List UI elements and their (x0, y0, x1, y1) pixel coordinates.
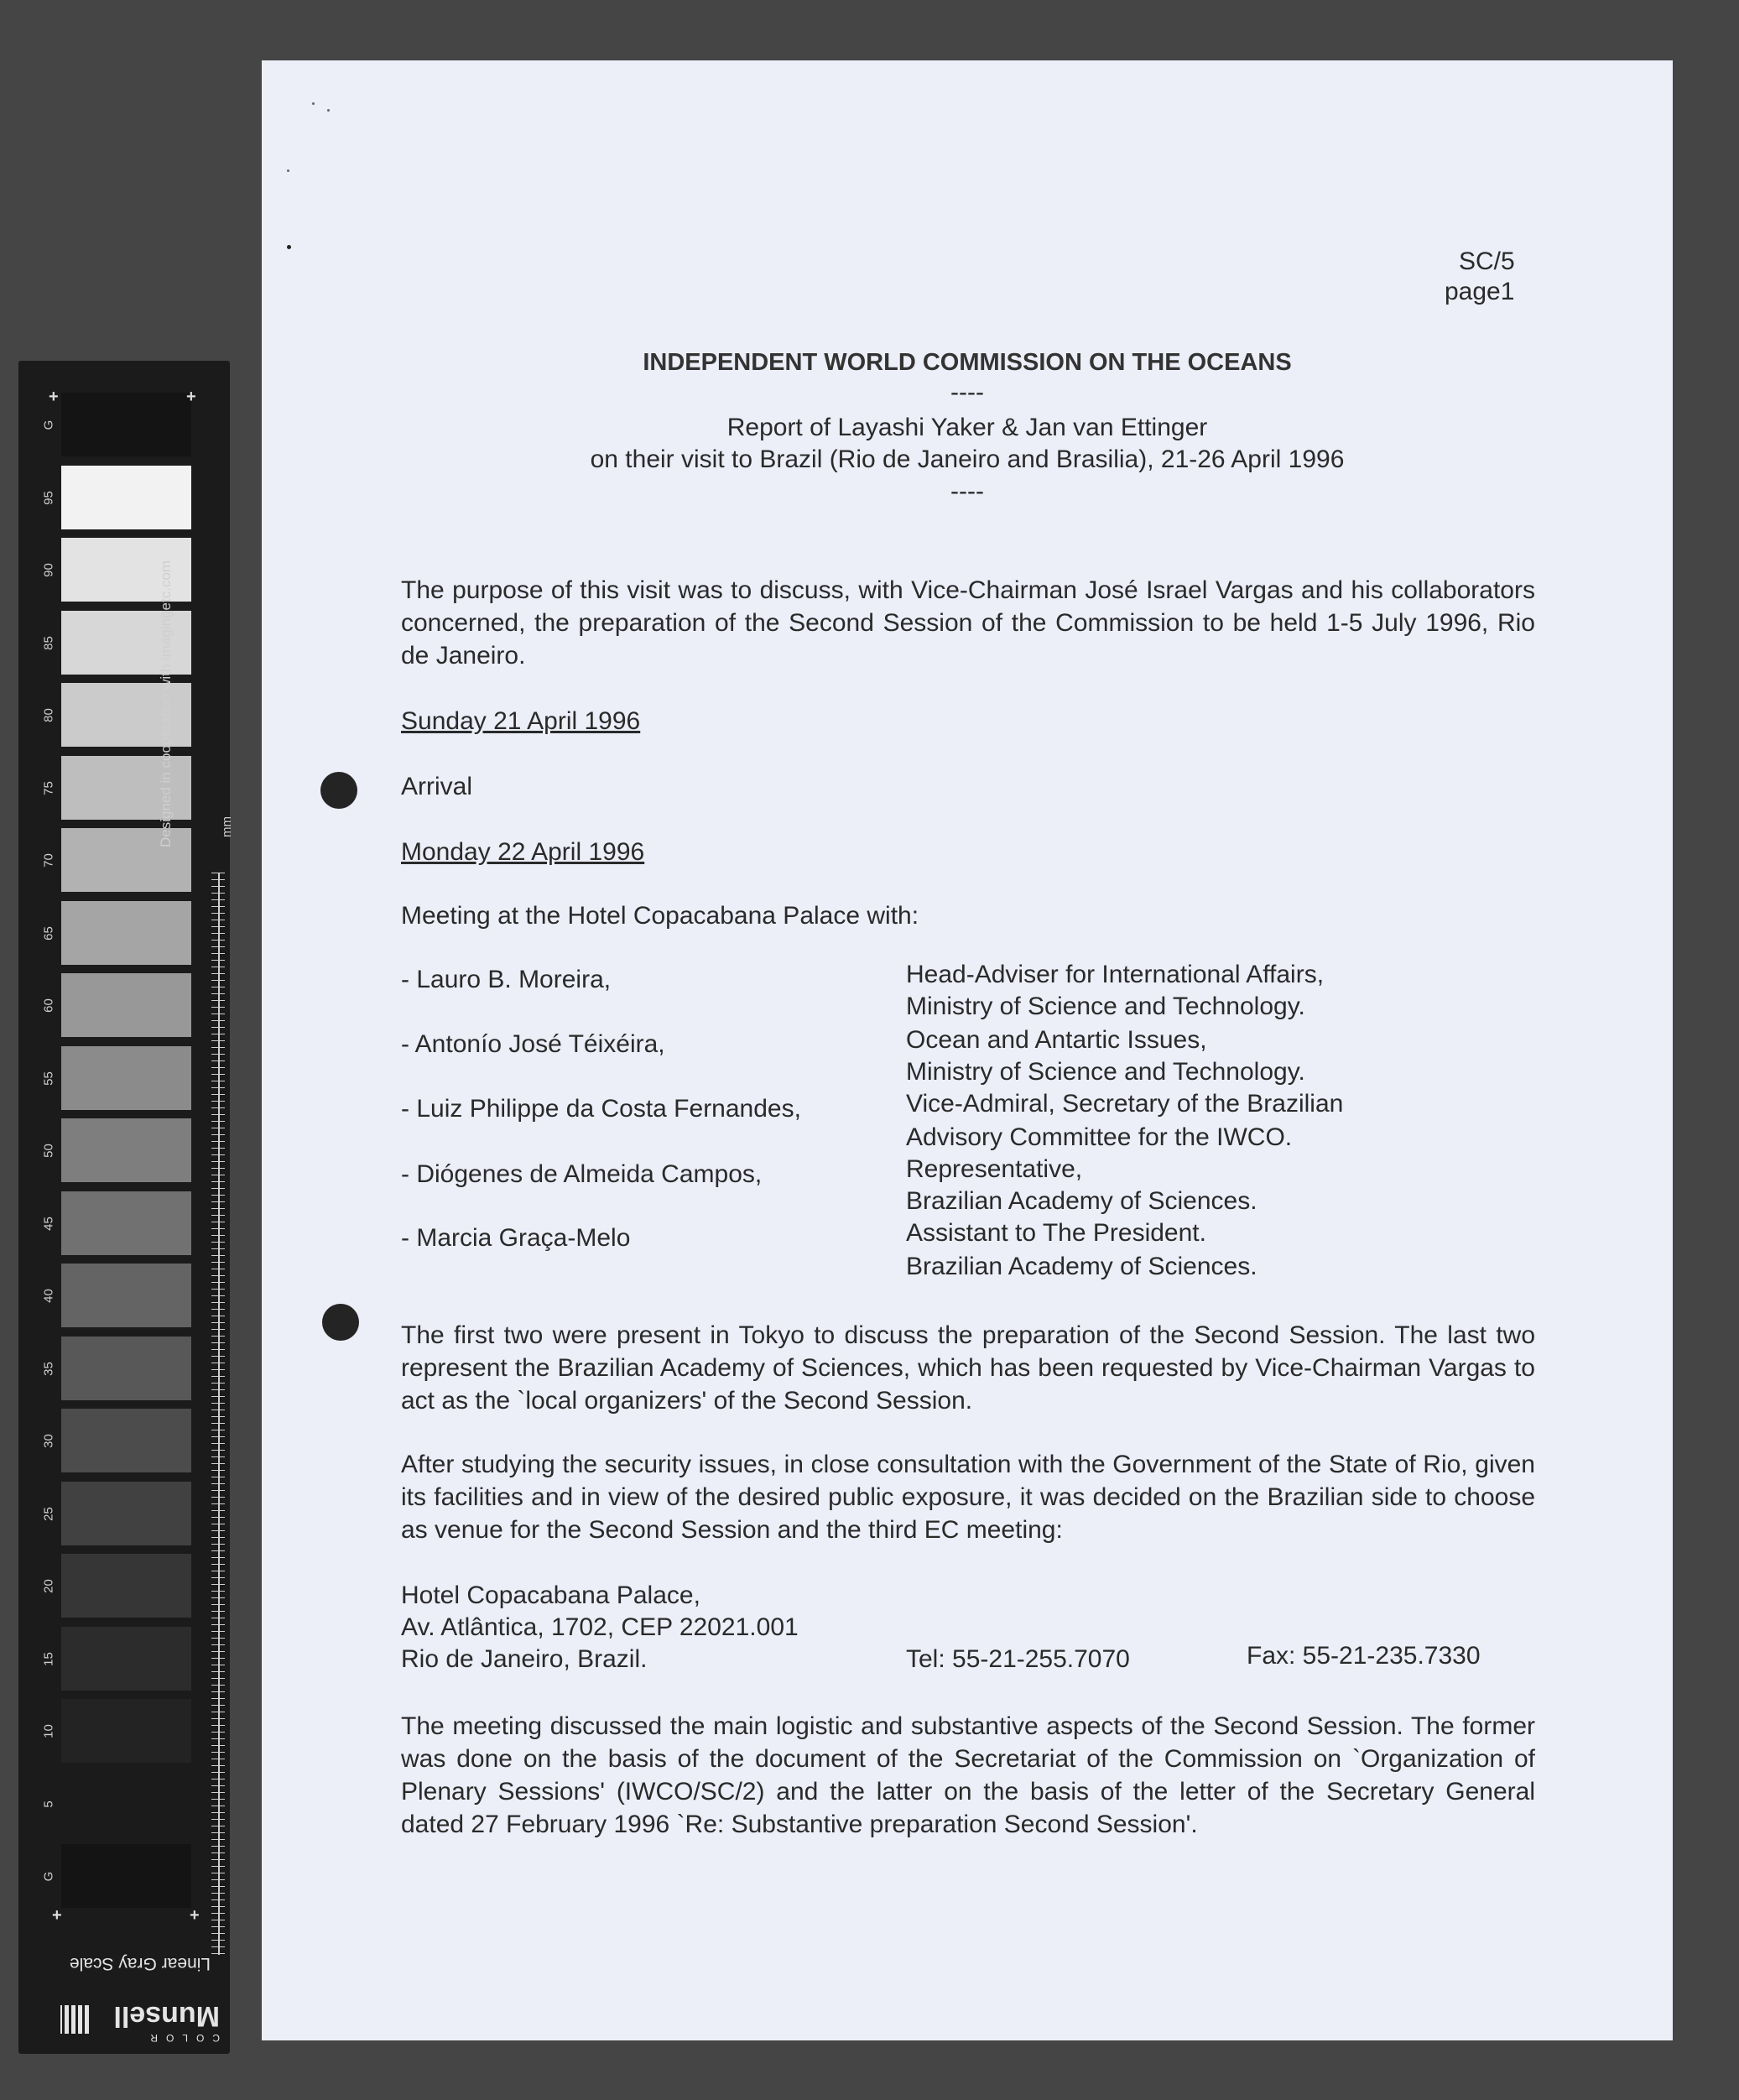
brand-name: Munsell (113, 2000, 220, 2032)
bullet-mark (320, 772, 357, 809)
attendee-role: Head-Adviser for International Affairs, (906, 961, 1325, 988)
gray-patch-label: 15 (41, 1651, 56, 1666)
gray-patch-label: 95 (41, 490, 56, 505)
paper-speck (327, 109, 330, 112)
venue-line-1: Hotel Copacabana Palace, (401, 1582, 700, 1609)
brand-subtitle: COLOR (142, 2032, 220, 2044)
attendee-org: Ministry of Science and Technology. (906, 993, 1305, 1020)
security-paragraph: After studying the security issues, in close consultation with the Government of the State of Rio, given its facilities and in view of the desired public exposure, it was decided on the Brazilian side to choose as venue for the Second Session and the third EC meeting: (401, 1451, 1535, 1544)
registration-mark: + (49, 388, 59, 406)
munsell-grid-icon (60, 2005, 89, 2034)
gray-patch (61, 1264, 191, 1327)
meeting-intro: Meeting at the Hotel Copacabana Palace with: (401, 902, 919, 930)
gray-patch-label: G (41, 419, 56, 430)
attendee-org: Brazilian Academy of Sciences. (906, 1187, 1257, 1215)
document-heading: INDEPENDENT WORLD COMMISSION ON THE OCEANS (643, 349, 1292, 376)
paper-speck (287, 169, 289, 172)
gray-patch-label: 25 (41, 1506, 56, 1521)
attendee-role: Vice-Admiral, Secretary of the Brazilian (906, 1090, 1344, 1118)
gray-patch (61, 1772, 191, 1836)
attendee-org: Advisory Committee for the IWCO. (906, 1123, 1293, 1151)
page-number: page1 (1445, 278, 1515, 305)
gray-patch-label: 5 (41, 1800, 56, 1808)
venue-line-3: Rio de Janeiro, Brazil. (401, 1645, 648, 1673)
gray-patch-label: 80 (41, 708, 56, 722)
registration-mark: + (190, 1906, 200, 1925)
paper-speck (312, 102, 315, 105)
gray-patch-label: 65 (41, 925, 56, 941)
document-page (262, 60, 1673, 2040)
attendee-name: - Marcia Graça-Melo (401, 1224, 631, 1252)
gray-patch (61, 1482, 191, 1545)
gray-patch-label: 60 (41, 998, 56, 1013)
venue-telephone: Tel: 55-21-255.7070 (906, 1645, 1130, 1673)
report-subtitle-line-1: Report of Layashi Yaker & Jan van Ettinger (726, 414, 1208, 441)
gray-patch-label: 20 (41, 1579, 56, 1593)
heading-separator: ---- (950, 477, 984, 505)
gray-patch-label: 50 (41, 1144, 56, 1158)
attendee-role: Ocean and Antartic Issues, (906, 1026, 1207, 1054)
gray-patch (61, 1699, 191, 1763)
attendee-name: - Antonío José Téixéira, (401, 1030, 665, 1058)
gray-patch (61, 1118, 191, 1182)
gray-patch-label: 90 (41, 563, 56, 577)
scale-credit: Designed in cooperation with imagingetc.com (158, 560, 174, 847)
attendee-role: Assistant to The President. (906, 1219, 1206, 1247)
munsell-logo (60, 1985, 220, 2044)
tokyo-paragraph: The first two were present in Tokyo to discuss the preparation of the Second Session. The last two represent the Brazilian Academy of Sciences, which has been requested by Vice-Chairman Vargas to act as the `local organizers' of the Second Session. (401, 1321, 1535, 1415)
attendee-name: - Diógenes de Almeida Campos, (401, 1160, 763, 1188)
mm-ruler (211, 873, 225, 1955)
gray-patch-label: 10 (41, 1724, 56, 1738)
gray-patch (61, 973, 191, 1037)
venue-line-2: Av. Atlântica, 1702, CEP 22021.001 (401, 1613, 799, 1641)
gray-patch (61, 1409, 191, 1472)
gray-patch (61, 1337, 191, 1400)
paper-speck (287, 245, 291, 249)
day1-text: Arrival (401, 773, 473, 800)
meeting-paragraph: The meeting discussed the main logistic and substantive aspects of the Second Session. The former was done on the basis of the document of the Secretariat of the Commission on `Organization of Plenary Sessions' (IWCO/SC/2) and the latter on the basis of the letter of the Secretary General dated 27 February 1996 `Re: Substantive preparation Second Session'. (401, 1712, 1535, 1838)
gray-patch (61, 1046, 191, 1110)
heading-separator: ---- (950, 378, 984, 406)
gray-patch-label: 30 (41, 1434, 56, 1448)
attendee-org: Ministry of Science and Technology. (906, 1058, 1305, 1086)
gray-patch-label: 55 (41, 1071, 56, 1086)
gray-patch (61, 1554, 191, 1618)
attendee-org: Brazilian Academy of Sciences. (906, 1253, 1257, 1280)
gray-patch (61, 1191, 191, 1255)
ruler-unit: mm (220, 816, 234, 837)
gray-patch-label: 35 (41, 1361, 56, 1376)
attendee-name: - Lauro B. Moreira, (401, 966, 612, 993)
registration-mark: + (186, 388, 196, 406)
scale-title: Linear Gray Scale (69, 1954, 211, 1973)
gray-patch-label: 85 (41, 635, 56, 650)
attendee-name: - Luiz Philippe da Costa Fernandes, (401, 1095, 801, 1123)
intro-paragraph: The purpose of this visit was to discuss, with Vice-Chairman José Israel Vargas and his collaborators concerned, the preparation of the Second Session of the Commission to be held 1-5 July 1996, Rio de Janeiro. (401, 576, 1535, 670)
registration-mark: + (52, 1906, 62, 1925)
report-subtitle-line-2: on their visit to Brazil (Rio de Janeiro and Brasilia), 21-26 April 1996 (590, 446, 1345, 473)
gray-patch-label: 75 (41, 780, 56, 795)
bullet-mark (322, 1304, 359, 1341)
gray-patch-label: 70 (41, 853, 56, 868)
day1-heading: Sunday 21 April 1996 (401, 707, 641, 735)
gray-patch-label: G (41, 1871, 56, 1882)
document-ref: SC/5 (1459, 248, 1515, 275)
gray-patch (61, 393, 191, 456)
gray-patch (61, 1627, 191, 1691)
gray-patch-label: 45 (41, 1216, 56, 1231)
day2-heading: Monday 22 April 1996 (401, 838, 645, 866)
venue-fax: Fax: 55-21-235.7330 (1247, 1642, 1481, 1670)
gray-patch (61, 1844, 191, 1908)
gray-patch-label: 40 (41, 1289, 56, 1303)
attendee-role: Representative, (906, 1155, 1083, 1183)
gray-scale-card (18, 361, 234, 2054)
gray-patch (61, 901, 191, 965)
